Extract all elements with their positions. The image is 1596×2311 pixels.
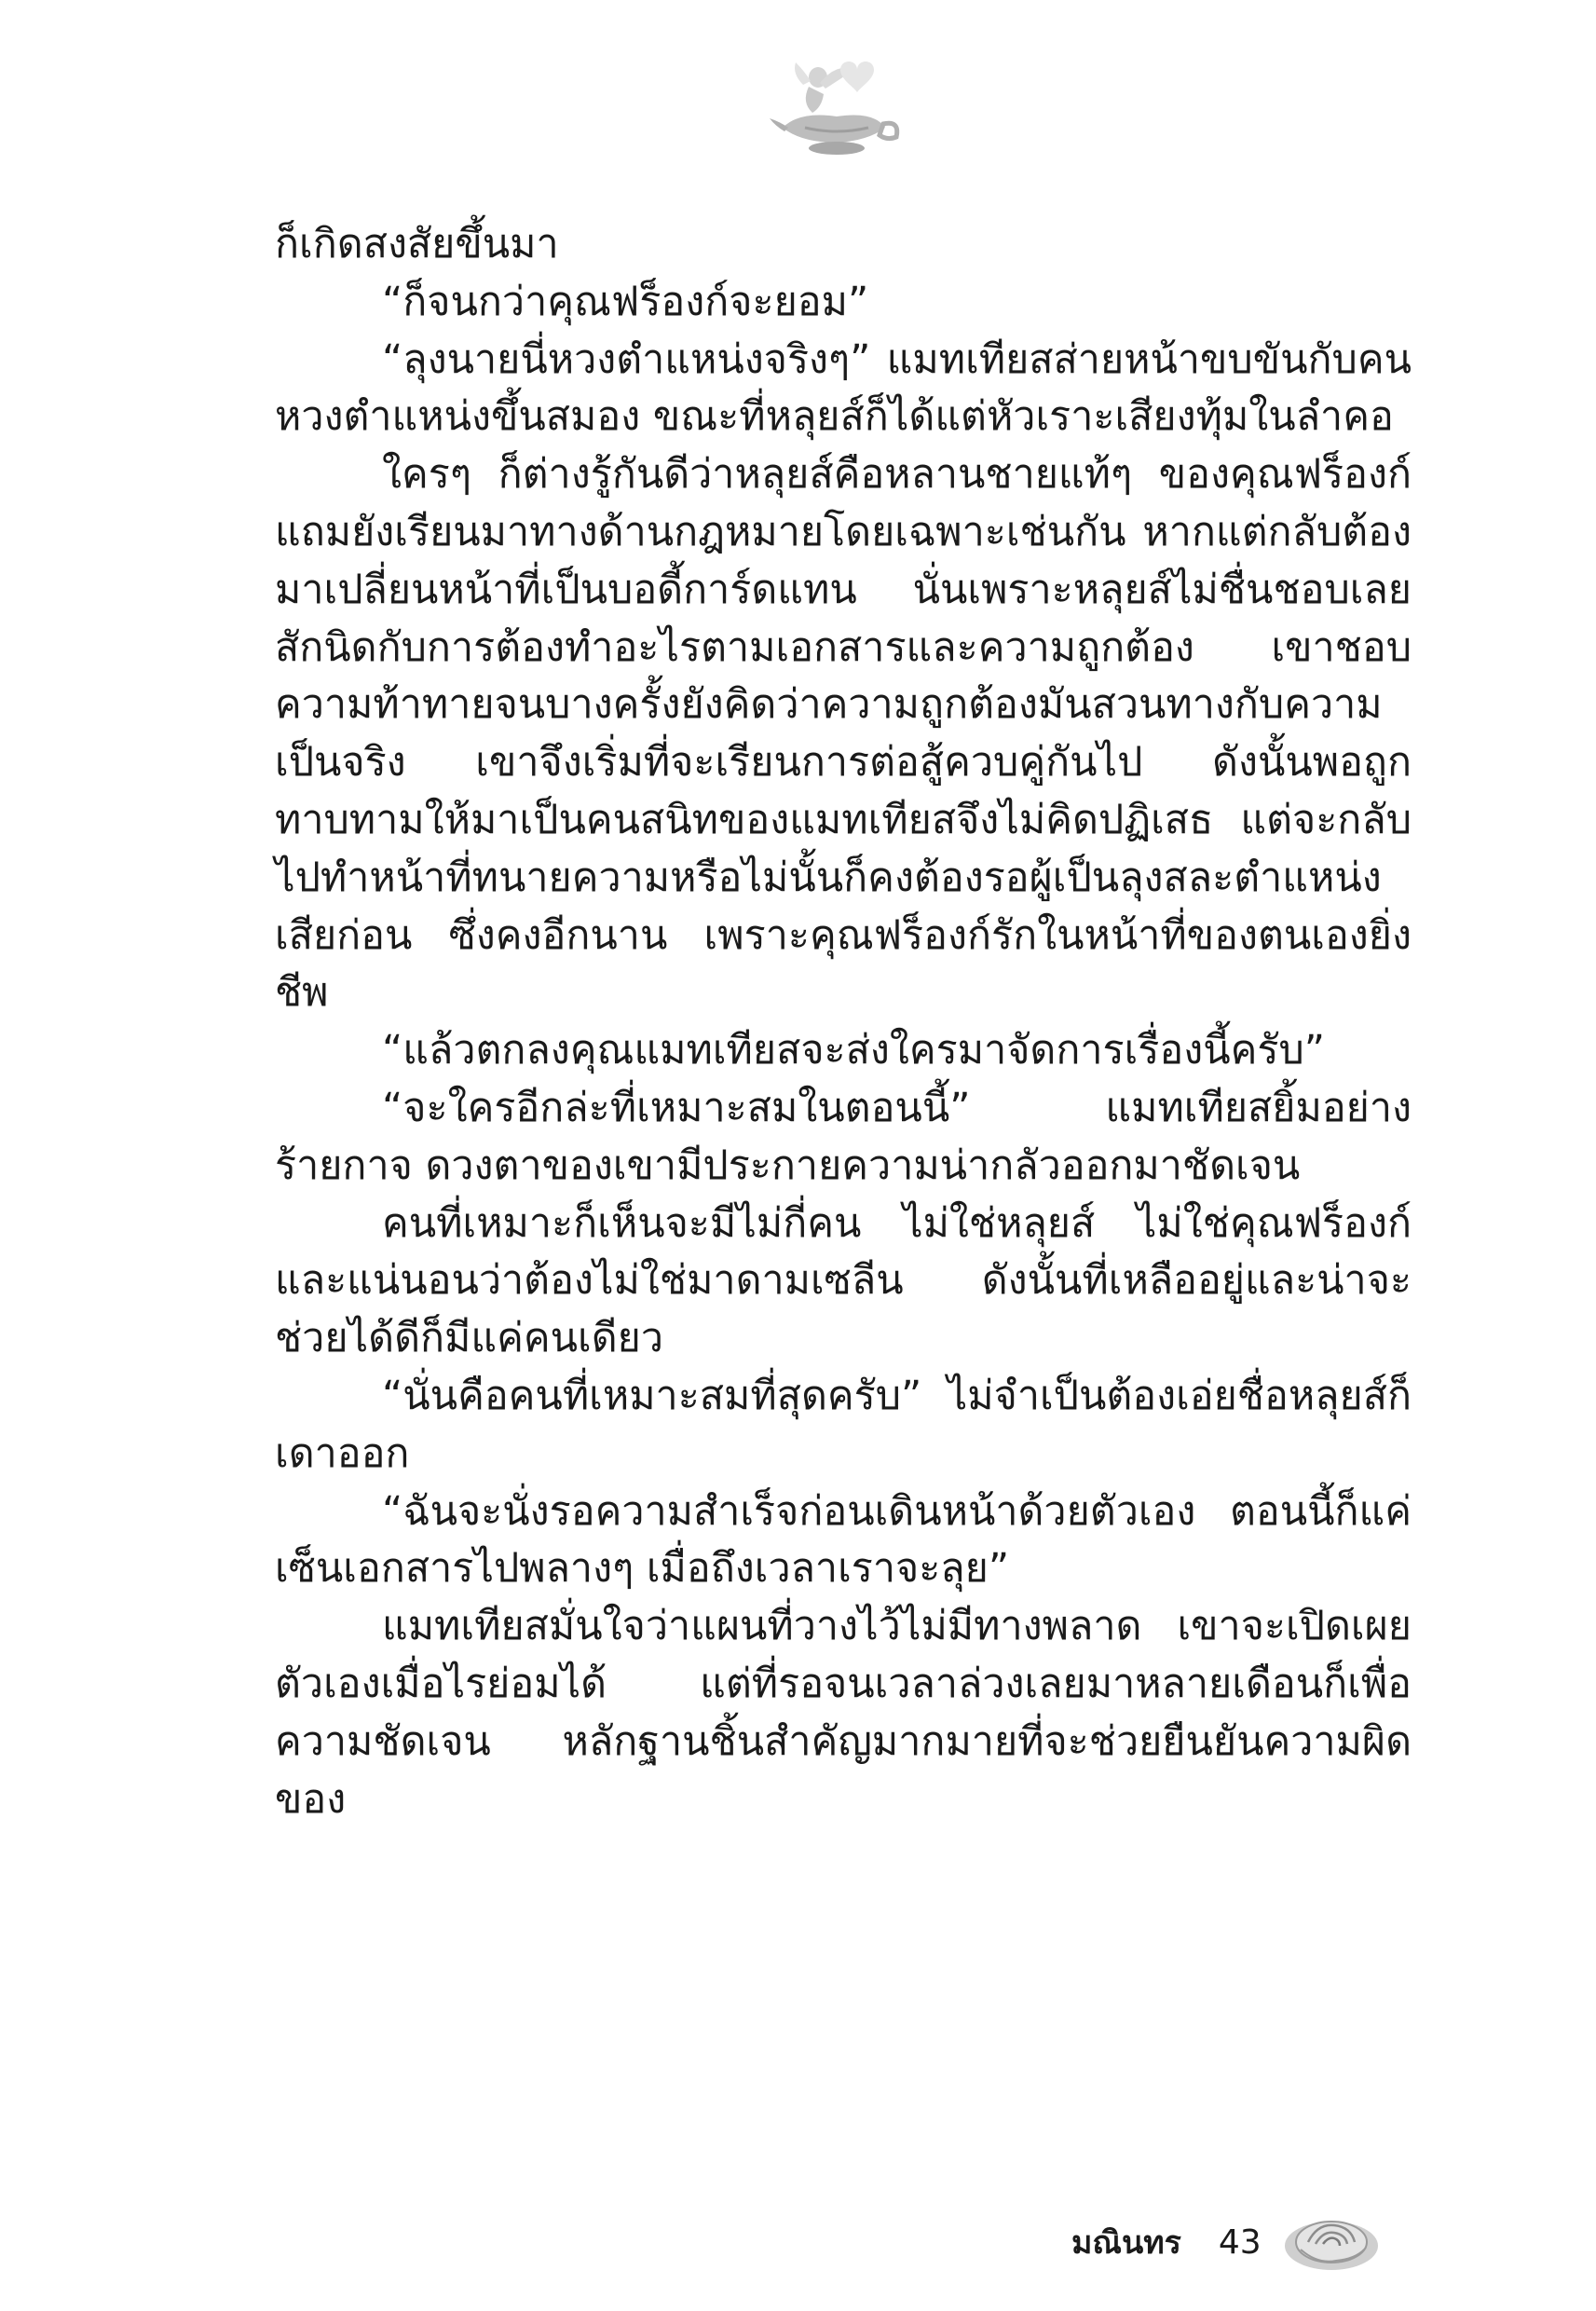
paragraph: “ลุงนายนี่หวงตำแหน่งจริงๆ” แมทเทียสส่ายหน้าขบขันกับคนหวงตำแหน่งขึ้นสมอง ขณะที่หลุยส์ก็ได้แต่หัวเราะเสียงทุ้มในลำคอ (275, 335, 1412, 441)
body-text (275, 216, 1412, 1828)
paragraph: คนที่เหมาะก็เห็นจะมีไม่กี่คน ไม่ใช่หลุยส์ ไม่ใช่คุณฟร็องก์และแน่นอนว่าต้องไม่ใช่มาดามเซลีน ดังนั้นที่เหลืออยู่และน่าจะช่วยได้ดีก็มีแค่คนเดียว (275, 1199, 1412, 1362)
rose-icon (1280, 2208, 1383, 2276)
paragraph: แมทเทียสมั่นใจว่าแผนที่วางไว้ไม่มีทางพลาด เขาจะเปิดเผยตัวเองเมื่อไรย่อมได้ แต่ที่รอจนเวลาล่วงเลยมาหลายเดือนก็เพื่อความชัดเจน หลักฐานชิ้นสำคัญมากมายที่จะช่วยยืนยันความผิดของ (275, 1603, 1412, 1823)
paragraph: ก็เกิดสงสัยขึ้นมา (275, 221, 559, 267)
page-number: 43 (1218, 2222, 1262, 2262)
genie-lamp-cupid-icon (764, 51, 904, 163)
paragraph: “ฉันจะนั่งรอความสำเร็จก่อนเดินหน้าด้วยตัวเอง ตอนนี้ก็แค่เซ็นเอกสารไปพลางๆ เมื่อถึงเวลาเราจะลุย” (275, 1487, 1412, 1593)
paragraph: “นั่นคือคนที่เหมาะสมที่สุดครับ” ไม่จำเป็นต้องเอ่ยชื่อหลุยส์ก็เดาออก (275, 1372, 1412, 1477)
paragraph: “แล้วตกลงคุณแมทเทียสจะส่งใครมาจัดการเรื่องนี้ครับ” (382, 1027, 1326, 1074)
paragraph: “จะใครอีกล่ะที่เหมาะสมในตอนนี้” แมทเทียสยิ้มอย่างร้ายกาจ ดวงตาของเขามีประกายความน่ากลัวออกมาชัดเจน (275, 1084, 1412, 1189)
page-footer (1071, 2208, 1383, 2276)
paragraph: ใครๆ ก็ต่างรู้กันดีว่าหลุยส์คือหลานชายแท้ๆ ของคุณฟร็องก์แถมยังเรียนมาทางด้านกฎหมายโดยเฉพาะเช่นกัน หากแต่กลับต้องมาเปลี่ยนหน้าที่เป็นบอดี้การ์ดแทน นั่นเพราะหลุยส์ไม่ชื่นชอบเลยสักนิดกับการต้องทำอะไรตามเอกสารและความถูกต้อง เขาชอบความท้าทายจนบางครั้งยังคิดว่าความถูกต้องมันสวนทางกับความเป็นจริง เขาจึงเริ่มที่จะเรียนการต่อสู้ควบคู่กันไป ดังนั้นพอถูกทาบทามให้มาเป็นคนสนิทของแมทเทียสจึงไม่คิดปฏิเสธ แต่จะกลับไปทำหน้าที่ทนายความหรือไม่นั้นก็คงต้องรอผู้เป็นลุงสละตำแหน่งเสียก่อน ซึ่งคงอีกนาน เพราะคุณฟร็องก์รักในหน้าที่ของตนเองยิ่งชีพ (275, 451, 1412, 1017)
author-name: มณินทร (1071, 2224, 1181, 2262)
paragraph: “ก็จนกว่าคุณฟร็องก์จะยอม” (382, 278, 869, 325)
